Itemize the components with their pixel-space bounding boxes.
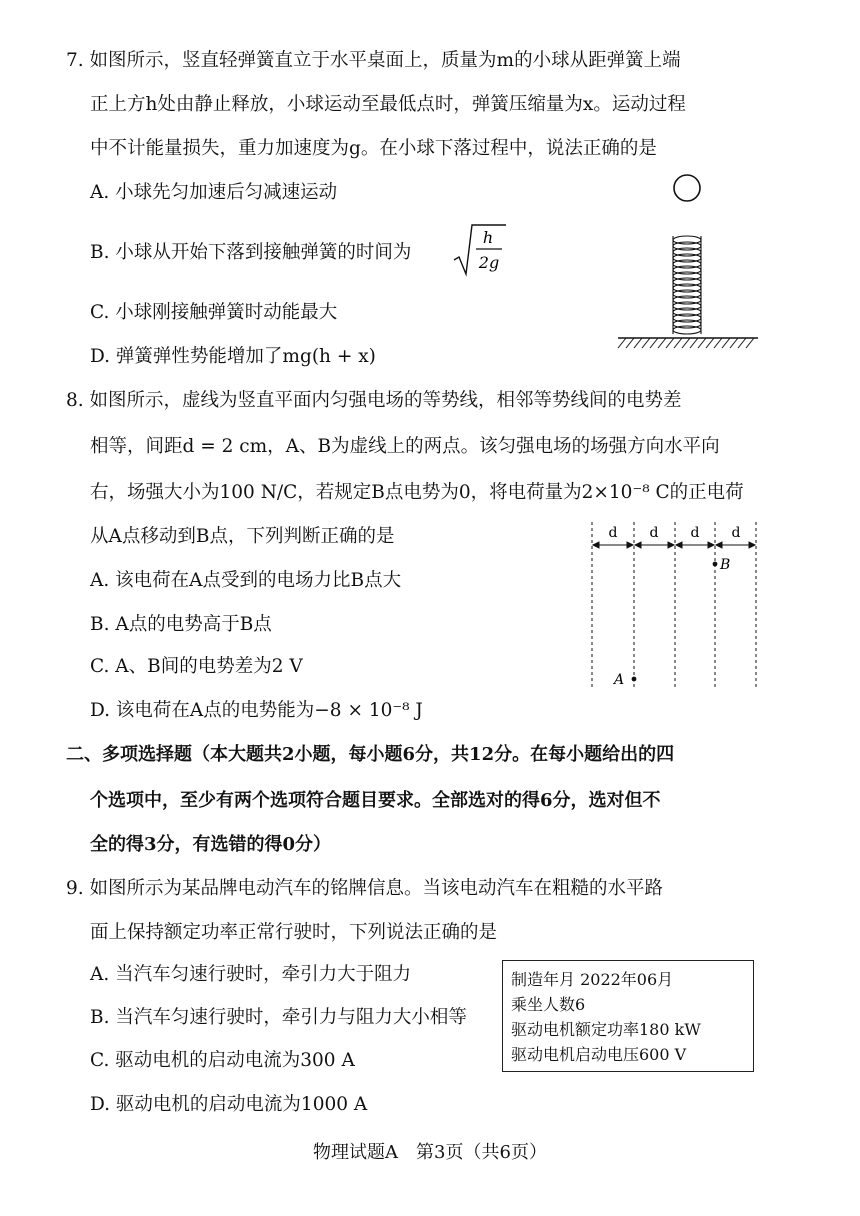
q8-stem-line-4: 从A点移动到B点，下列判断正确的是 (90, 526, 395, 547)
q9-stem-line-1: 9. 如图所示为某品牌电动汽车的铭牌信息。当该电动汽车在粗糙的水平路 (66, 878, 664, 899)
q7-option-c: C. 小球刚接触弹簧时动能最大 (90, 302, 338, 323)
q9-nameplate (502, 960, 754, 1072)
q7-stem-line-2: 正上方h处由静止释放，小球运动至最低点时，弹簧压缩量为x。运动过程 (90, 94, 686, 115)
q9-option-a: A. 当汽车匀速行驶时，牵引力大于阻力 (90, 964, 412, 985)
q7-stem-line-3: 中不计能量损失，重力加速度为g。在小球下落过程中，说法正确的是 (90, 138, 657, 159)
page-footer: 物理试题A 第3页（共6页） (313, 1142, 547, 1163)
q8-stem-line-2: 相等，间距d = 2 cm，A、B为虚线上的两点。该匀强电场的场强方向水平向 (90, 436, 720, 457)
d-label-1: d (608, 525, 618, 541)
q8-stem-line-3: 右，场强大小为100 N/C，若规定B点电势为0，将电荷量为2×10⁻⁸ C的正电荷 (90, 482, 744, 503)
q7-option-b: B. 小球从开始下落到接触弹簧的时间为 (90, 242, 412, 263)
q8-stem-line-1: 8. 如图所示，虚线为竖直平面内匀强电场的等势线，相邻等势线间的电势差 (66, 390, 682, 411)
section2-header-line-3: 全的得3分，有选错的得0分） (90, 834, 332, 855)
q9-option-b: B. 当汽车匀速行驶时，牵引力与阻力大小相等 (90, 1007, 467, 1028)
q8-option-c: C. A、B间的电势差为2 V (90, 656, 303, 677)
nameplate-start-voltage: 驱动电机启动电压600 V (511, 1045, 687, 1064)
q8-field-figure (580, 518, 770, 698)
point-a-label: A (614, 672, 625, 688)
point-a (632, 677, 637, 682)
q9-option-c: C. 驱动电机的启动电流为300 A (90, 1050, 355, 1071)
nameplate-rated-power: 驱动电机额定功率180 kW (511, 1020, 701, 1039)
q8-option-d: D. 该电荷在A点的电势能为−8 × 10⁻⁸ J (90, 700, 423, 721)
q7-option-b-formula (452, 222, 508, 283)
spring (673, 236, 701, 334)
d-label-2: d (649, 525, 659, 541)
q7-option-d: D. 弹簧弹性势能增加了mg(h + x) (90, 346, 376, 367)
nameplate-seats: 乘坐人数6 (511, 995, 586, 1014)
q7-spring-figure (612, 170, 762, 365)
svg-text:2g: 2g (478, 253, 500, 272)
section2-header-line-1: 二、多项选择题（本大题共2小题，每小题6分，共12分。在每小题给出的四 (66, 744, 675, 765)
point-b (713, 562, 718, 567)
q9-stem-line-2: 面上保持额定功率正常行驶时，下列说法正确的是 (90, 922, 498, 943)
d-label-3: d (690, 525, 700, 541)
q8-option-a: A. 该电荷在A点受到的电场力比B点大 (90, 570, 402, 591)
section2-header-line-2: 个选项中，至少有两个选项符合题目要求。全部选对的得6分，选对但不 (90, 790, 661, 811)
svg-text:h: h (482, 228, 494, 247)
q9-option-d: D. 驱动电机的启动电流为1000 A (90, 1094, 368, 1115)
q7-stem-line-1: 7. 如图所示，竖直轻弹簧直立于水平桌面上，质量为m的小球从距弹簧上端 (66, 50, 681, 71)
point-b-label: B (720, 557, 731, 573)
d-label-4: d (731, 525, 741, 541)
q8-option-b: B. A点的电势高于B点 (90, 614, 272, 635)
ground-hatch (618, 338, 754, 348)
nameplate-manufacture-date: 制造年月 2022年06月 (511, 970, 674, 989)
q7-option-a: A. 小球先匀加速后匀减速运动 (90, 182, 338, 203)
ball (674, 175, 700, 201)
